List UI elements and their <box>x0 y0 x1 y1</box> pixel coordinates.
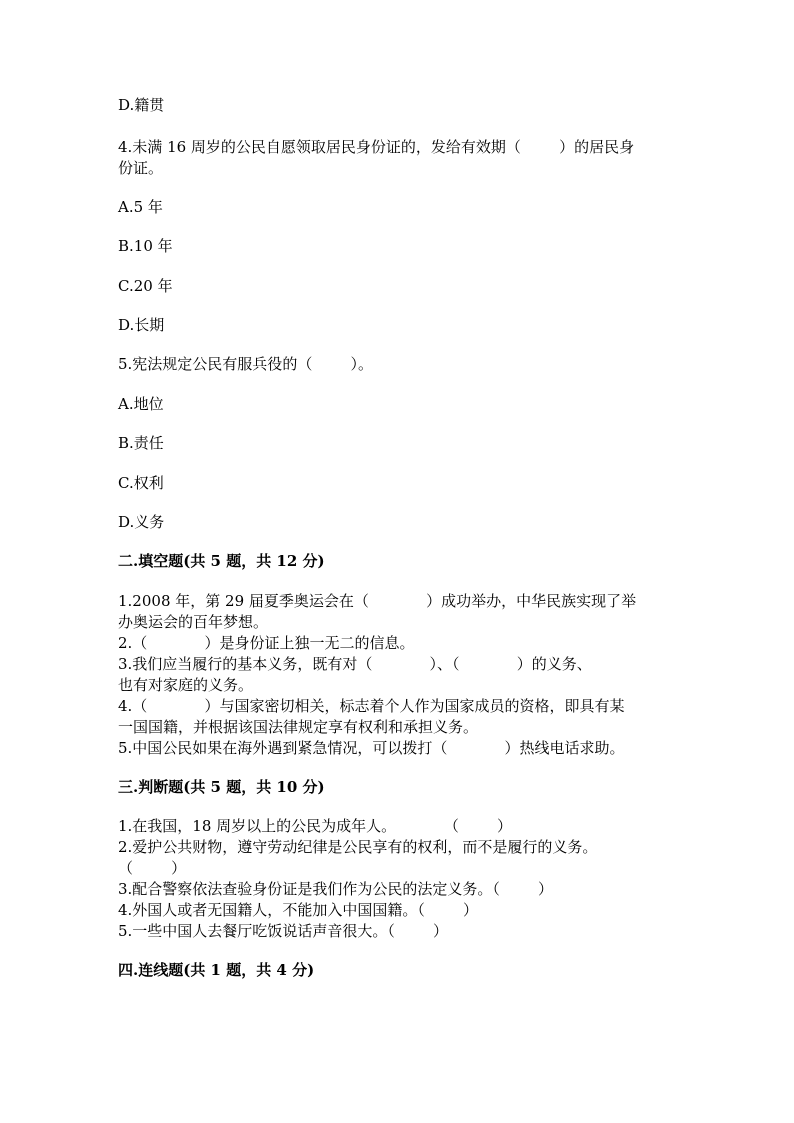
q4-option-a: A.5 年 <box>118 198 163 216</box>
q4-stem-line2: 份证。 <box>118 159 164 177</box>
true-false-line: （ ） <box>118 859 187 877</box>
fill-blank-line: 也有对家庭的义务。 <box>118 676 254 694</box>
fill-blank-line: 3.我们应当履行的基本义务，既有对（ ）、（ ）的义务、 <box>118 655 592 673</box>
fill-blank-line: 办奥运会的百年梦想。 <box>118 613 269 631</box>
q4-option-d: D.长期 <box>118 316 165 334</box>
q5-option-a: A.地位 <box>118 395 164 413</box>
q5-stem: 5.宪法规定公民有服兵役的（ ）。 <box>118 355 373 373</box>
q5-option-d: D.义务 <box>118 513 165 531</box>
fill-blank-line: 1.2008 年，第 29 届夏季奥运会在（ ）成功举办，中华民族实现了举 <box>118 592 637 610</box>
section4-heading: 四.连线题(共 1 题，共 4 分) <box>118 961 315 979</box>
q5-option-c: C.权利 <box>118 474 164 492</box>
q4-stem-line1: 4.未满 16 周岁的公民自愿领取居民身份证的，发给有效期（ ）的居民身 <box>118 138 635 156</box>
section2-heading: 二.填空题(共 5 题，共 12 分) <box>118 552 325 570</box>
true-false-line: 1.在我国，18 周岁以上的公民为成年人。 （ ） <box>118 817 512 835</box>
q3-option-d: D.籍贯 <box>118 96 165 114</box>
q4-option-b: B.10 年 <box>118 237 173 255</box>
fill-blank-line: 4.（ ）与国家密切相关，标志着个人作为国家成员的资格，即具有某 <box>118 697 625 715</box>
section3-heading: 三.判断题(共 5 题，共 10 分) <box>118 778 325 796</box>
true-false-line: 5.一些中国人去餐厅吃饭说话声音很大。（ ） <box>118 922 448 940</box>
q4-option-c: C.20 年 <box>118 277 173 295</box>
true-false-line: 3.配合警察依法查验身份证是我们作为公民的法定义务。（ ） <box>118 880 553 898</box>
fill-blank-line: 2.（ ）是身份证上独一无二的信息。 <box>118 634 415 652</box>
true-false-line: 2.爱护公共财物，遵守劳动纪律是公民享有的权利，而不是履行的义务。 <box>118 838 598 856</box>
true-false-line: 4.外国人或者无国籍人，不能加入中国国籍。（ ） <box>118 901 478 919</box>
fill-blank-line: 一国国籍，并根据该国法律规定享有权利和承担义务。 <box>118 718 479 736</box>
fill-blank-line: 5.中国公民如果在海外遇到紧急情况，可以拨打（ ）热线电话求助。 <box>118 739 625 757</box>
q5-option-b: B.责任 <box>118 434 164 452</box>
